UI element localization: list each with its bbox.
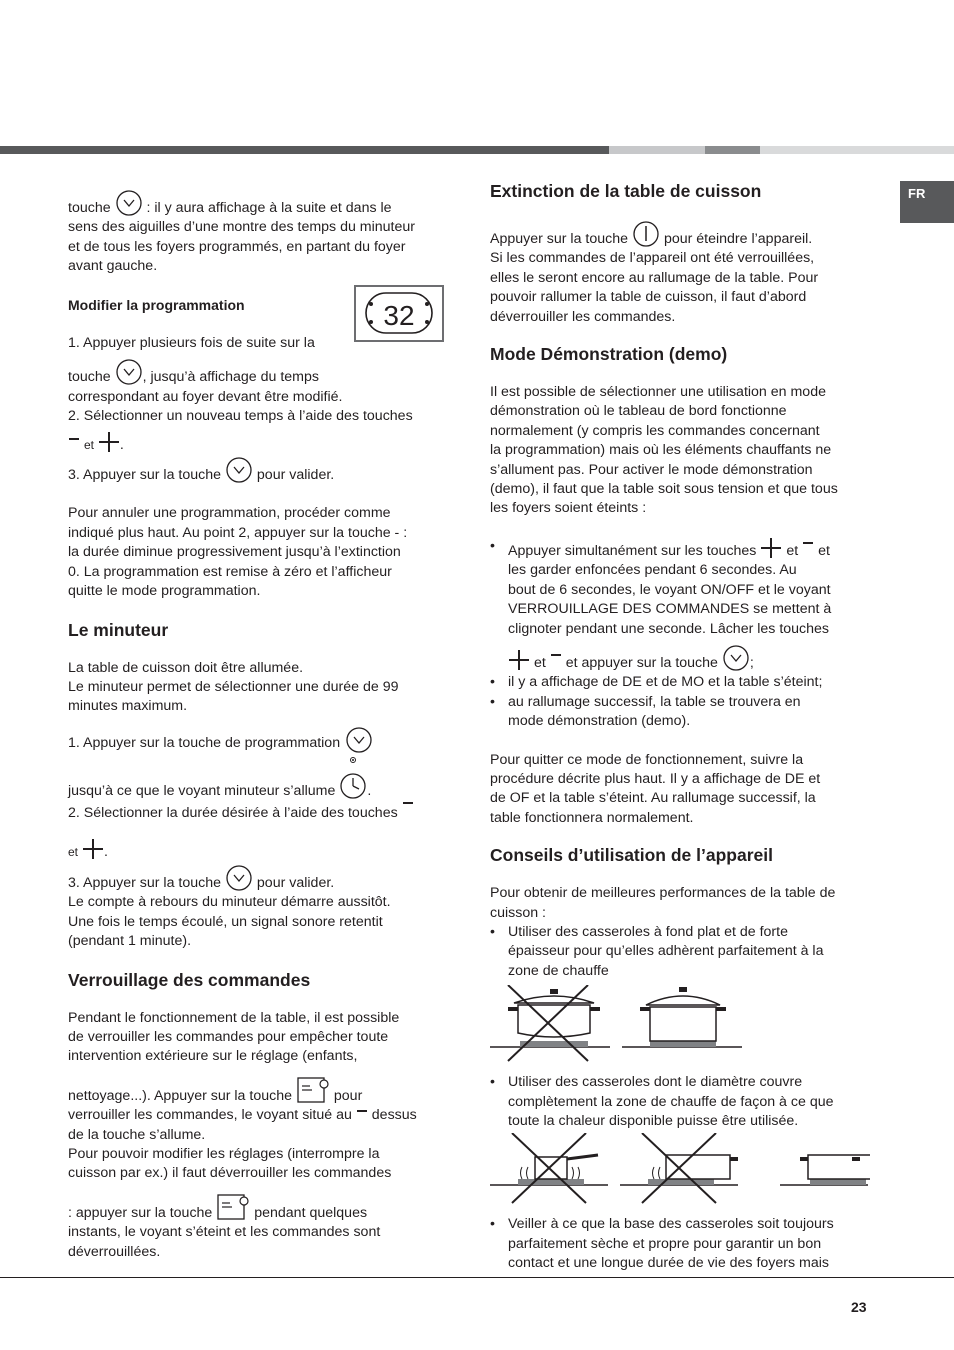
language-tab: FR [900,181,954,223]
timer-select-icon [225,865,253,891]
demo-heading: Mode Démonstration (demo) [490,344,728,365]
pan-illustration-icon [490,985,750,1065]
lock-key-icon [296,1076,330,1104]
verrouillage-heading: Verrouillage des commandes [68,969,311,990]
timer-select-icon [115,359,143,385]
header-bar-pale [760,146,954,154]
timer-display [354,285,444,342]
pan-illustration-icon [490,1133,870,1211]
plus-icon [82,838,104,860]
page-number: 23 [851,1299,867,1315]
header-bar-mid [705,146,760,154]
conseils-heading: Conseils d’utilisation de l’appareil [490,845,773,866]
lock-key-icon [216,1193,250,1221]
header-bar-dark [0,146,609,154]
power-icon [632,221,660,247]
demo-steps-list [490,537,875,732]
minus-icon [802,537,814,559]
extinction-heading: Extinction de la table de cuisson [490,181,762,201]
left-column: touche : il y aura affichage à la suite et dans le sens des aiguilles d’une montre des temps du minuteur et de tous les foyers programmés, en partant du foyer avant gauche. Modifier la programmation 1. Appuyer plusieurs fois de suite sur la touche , jusqu’à affichage du temps correspondant au foyer devant être modifié. 2. Sélectionner un nouveau temps à l’aide des touches et . 3. Appuyer sur la touche pour valider. Pour annuler une programmation, procéder comme indiqué plus haut. Au point 2, appuyer sur la touche - : la durée diminue progressivement jusqu’à l’extinction 0. La programmation est remise à zéro et l’afficheur quitte le mode programmation. Le minuteur La table de cuisson doit être allumée. Le minuteur permet de sélectionner une durée de 99 minutes maximum. 1. Appuyer sur la touche de programmation jusqu’à ce que le voyant minuteur s’allume . 2. Sélectionner la durée désirée à l’aide des touches et . 3. Appuyer sur la touche pour valider. Le compte à rebours du minuteur démarre aussitôt. Une fois le temps écoulé, un signal sonore retentit (pendant 1 minute). Verrouillage des commandes Pendant le fonctionnement de la table, il est possible de verrouiller les commandes pour empêcher toute intervention extérieure sur le réglage (enfants, nettoyage...). Appuyer sur la touche pour verrouiller les commandes, le voyant situé au dessus de la touche s’allume. Pour pouvoir modifier les réglages (interrompre la cuisson par ex.) il faut déverrouiller les commandes : appuyer sur la touche pendant quelques instants, le voyant s’éteint et les commandes sont déverrouillées. [68,190,453,1262]
list-item: • il y a affichage de DE et de MO et la table s’éteint; [490,673,875,692]
conseils-list-1 [490,923,875,981]
footer-rule [0,1277,954,1278]
clock-icon [339,773,367,799]
list-item: • Utiliser des casseroles dont le diamètre couvre complètement la zone de chauffe de façon à ce que toute la chaleur disponible puisse être utilisée. [490,1073,875,1131]
plus-icon [508,649,530,671]
timer-select-icon [344,727,374,767]
plus-icon [98,431,120,453]
plus-icon [760,537,782,559]
list-item: • au rallumage successif, la table se trouvera en mode démonstration (demo). [490,693,875,732]
timer-select-icon [225,457,253,483]
timer-select-icon [115,190,143,216]
list-item: • Veiller à ce que la base des casseroles soit toujours parfaitement sèche et propre pour garantir un bon contact et une longue durée de vie des foyers mais [490,1215,875,1273]
svg-text:32: 32 [383,300,415,331]
conseils-list-3 [490,1215,875,1273]
list-item: • Appuyer simultanément sur les touches et et les garder enfoncées pendant 6 secondes. Au bout de 6 secondes, le voyant ON/OFF et le voyant VERROUILLAGE DES COMMANDES se mettent à clignoter pendant une seconde. Lâcher les touches et et appuyer sur la touche ; [490,537,875,673]
minus-icon [402,801,414,821]
conseils-list-2 [490,1073,875,1131]
minus-icon [550,649,562,671]
list-item: • Utiliser des casseroles à fond plat et de forte épaisseur pour qu’elles adhèrent parfaitement à la zone de chauffe [490,923,875,981]
minus-icon [68,433,80,453]
header-bar-light [609,146,705,154]
right-column: Extinction de la table de cuisson Appuyer sur la touche pour éteindre l’appareil. Si les commandes de l’appareil ont été verrouillées, elles le seront encore au rallumage de la table. Pour pouvoir rallumer la table de cuisson, il faut d’abord déverrouiller les commandes. Mode Démonstration (demo) Il est possible de sélectionner une utilisation en mode démonstration où le tableau de bord fonctionne normalement (y compris les commandes concernant la programmation) mais où les éléments chauffants ne s’allument pas. Pour activer le mode démonstration (demo), il faut que la table soit sous tension et que tous les foyers soient éteints : • Appuyer simultanément sur les touches et et les garder enfoncées pendant 6 secondes. Au bout de 6 secondes, le voyant ON/OFF et le voyant VERROUILLAGE DES COMMANDES se mettent à clignoter pendant une seconde. Lâcher les touches et et appuyer sur la touche ; • il y a affichage de DE et de MO et la table s’éteint; • au rallumage successif, la table se trouvera en mode démonstration (demo). Pour quitter ce mode de fonctionnement, suivre la procédure décrite plus haut. Il y a affichage de DE et de OF et la table s’éteint. Au rallumage successif, la table fonctionnera normalement. Conseils d’utilisation de l’appareil Pour obtenir de meilleures performances de la table de cuisson : • Utiliser des casseroles à fond plat et de forte épaisseur pour qu’elles adhèrent parfaitement à la zone de chauffe • Utiliser des casseroles dont le diamètre couvre complètement la zone de chauffe de façon à ce que toute la chaleur disponible puisse être utilisée. • Veiller à ce que la base des casseroles soit toujours parfaitement sèche et propre pour garantir un bon contact et une longue durée de vie des foyers mais [490,180,875,1274]
minus-icon [356,1109,368,1123]
timer-select-icon [722,645,750,671]
minuteur-heading: Le minuteur [68,619,169,640]
pan-illustrations-flat [490,981,875,1073]
pan-illustrations-diameter [490,1131,875,1215]
display-digits-icon [356,287,442,340]
modifier-heading: Modifier la programmation [68,296,245,313]
